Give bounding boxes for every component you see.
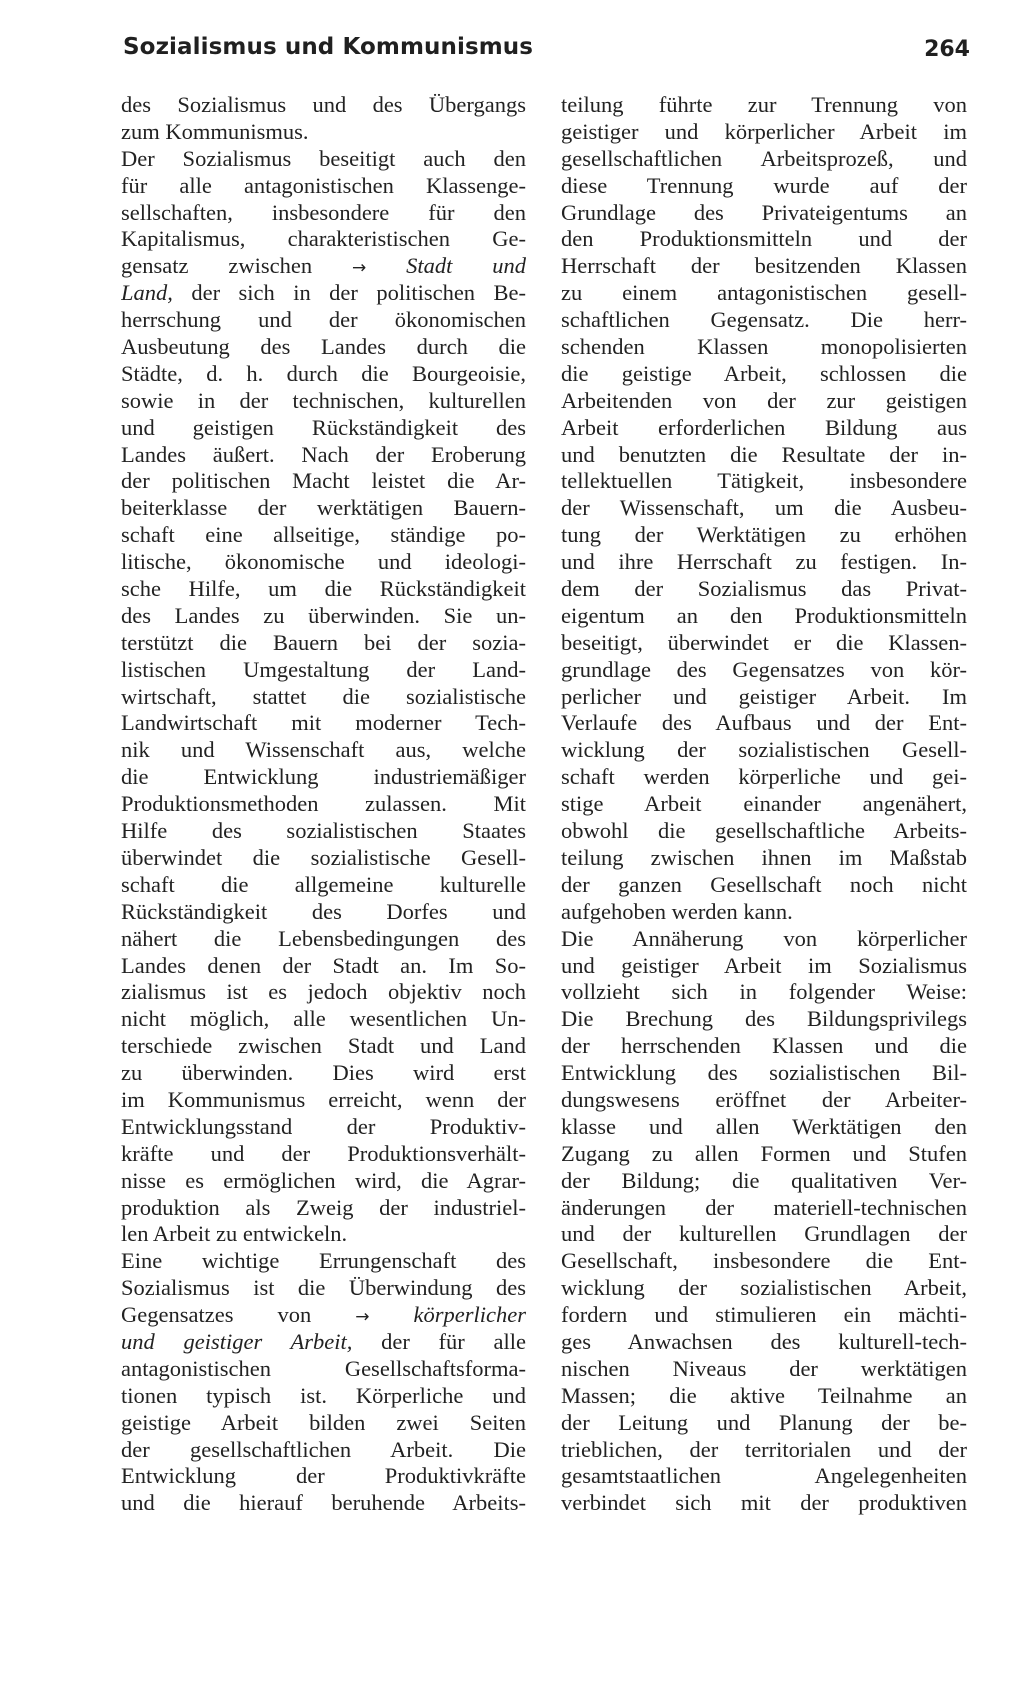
text-line: stige Arbeit einander angenähert,	[561, 791, 967, 817]
text-line: Der Sozialismus beseitigt auch den	[121, 145, 526, 171]
text-line: klasse und allen Werktätigen den	[561, 1113, 967, 1139]
text-line: Landes äußert. Nach der Eroberung	[121, 441, 526, 467]
text-line: eigentum an den Produktionsmitteln	[561, 602, 967, 628]
text-line: zialismus ist es jedoch objektiv noch	[121, 979, 526, 1005]
text-line: der herrschenden Klassen und die	[561, 1033, 967, 1059]
text-line: kräfte und der Produktionsverhält-	[121, 1140, 526, 1166]
text-line: der Bildung; die qualitativen Ver-	[561, 1167, 967, 1193]
text-line: antagonistischen Gesellschaftsforma-	[121, 1355, 526, 1381]
text-line: und ihre Herrschaft zu festigen. In-	[561, 549, 967, 575]
text-line: Eine wichtige Errungenschaft des	[121, 1248, 526, 1274]
text-line: tionen typisch ist. Körperliche und	[121, 1382, 526, 1408]
text-line: Zugang zu allen Formen und Stufen	[561, 1140, 967, 1166]
page-header	[123, 34, 970, 74]
text-line: sellschaften, insbesondere für den	[121, 199, 526, 225]
text-line: Arbeit erforderlichen Bildung aus	[561, 414, 967, 440]
text-line: nicht möglich, alle wesentlichen Un-	[121, 1006, 526, 1032]
text-column-right	[561, 92, 967, 1517]
text-line: wirtschaft, stattet die sozialistische	[121, 683, 526, 709]
text-line: herrschung und der ökonomischen	[121, 307, 526, 333]
text-line: Sozialismus ist die Überwindung des	[121, 1275, 526, 1301]
text-line: Hilfe des sozialistischen Staates	[121, 818, 526, 844]
text-line	[121, 1302, 526, 1329]
text-line: nisse es ermöglichen wird, die Agrar-	[121, 1167, 526, 1193]
text-line: Grundlage des Privateigentums an	[561, 199, 967, 225]
text-line: diese Trennung wurde auf der	[561, 172, 967, 198]
text-line: Produktionsmethoden zulassen. Mit	[121, 791, 526, 817]
text-line: und geistiger Arbeit im Sozialismus	[561, 952, 967, 978]
text-line: Arbeitenden von der zur geistigen	[561, 387, 967, 413]
text-line: änderungen der materiell-technischen	[561, 1194, 967, 1220]
text-line: Rückständigkeit des Dorfes und	[121, 898, 526, 924]
text-line: der Leitung und Planung der be-	[561, 1409, 967, 1435]
text-line: die Entwicklung industriemäßiger	[121, 764, 526, 790]
text-line: gesamtstaatlichen Angelegenheiten	[561, 1463, 967, 1489]
text-line: und geistigen Rückständigkeit des	[121, 414, 526, 440]
text-line: Gesellschaft, insbesondere die Ent-	[561, 1248, 967, 1274]
text-line: Entwicklungsstand der Produktiv-	[121, 1113, 526, 1139]
text-column-left	[121, 92, 526, 1517]
text-line: schaft die allgemeine kulturelle	[121, 871, 526, 897]
text-line: für alle antagonistischen Klassenge-	[121, 172, 526, 198]
text-line: perlicher und geistiger Arbeit. Im	[561, 683, 967, 709]
text-line: listischen Umgestaltung der Land-	[121, 656, 526, 682]
text-line: und benutzten die Resultate der in-	[561, 441, 967, 467]
cross-reference-arrow-icon: →	[355, 1307, 370, 1328]
text-line: den Produktionsmitteln und der	[561, 226, 967, 252]
text-line: Städte, d. h. durch die Bourgeoisie,	[121, 360, 526, 386]
text-line: sche Hilfe, um die Rückständigkeit	[121, 576, 526, 602]
text-line	[121, 253, 526, 280]
page-number: 264	[924, 37, 970, 62]
text-line: der ganzen Gesellschaft noch nicht	[561, 871, 967, 897]
text-line: terstützt die Bauern bei der sozia-	[121, 629, 526, 655]
text-line: tellektuellen Tätigkeit, insbesondere	[561, 468, 967, 494]
text-line: Verlaufe des Aufbaus und der Ent-	[561, 710, 967, 736]
text-run: gensatz zwischen	[121, 253, 352, 279]
text-line: obwohl die gesellschaftliche Arbeits-	[561, 818, 967, 844]
text-line: tung der Werktätigen zu erhöhen	[561, 522, 967, 548]
text-line: im Kommunismus erreicht, wenn der	[121, 1086, 526, 1112]
text-run: der sich in der politischen Be-	[172, 280, 526, 306]
text-line: litische, ökonomische und ideologi-	[121, 549, 526, 575]
text-line	[121, 1329, 526, 1356]
text-line: Kapitalismus, charakteristischen Ge-	[121, 226, 526, 252]
text-line: aufgehoben werden kann.	[561, 898, 793, 924]
text-line: Die Brechung des Bildungsprivilegs	[561, 1006, 967, 1032]
cross-reference-arrow-icon: →	[351, 258, 367, 279]
text-line: teilung zwischen ihnen im Maßstab	[561, 844, 967, 870]
text-line	[121, 280, 526, 307]
text-line: wicklung der sozialistischen Gesell-	[561, 737, 967, 763]
text-line: schaft eine allseitige, ständige po-	[121, 522, 526, 548]
cross-reference-term: körperlicher	[413, 1302, 526, 1328]
text-line: produktion als Zweig der industriel-	[121, 1194, 526, 1220]
text-line: schaft werden körperliche und gei-	[561, 764, 967, 790]
text-line: geistige Arbeit bilden zwei Seiten	[121, 1409, 526, 1435]
text-line: beiterklasse der werktätigen Bauern-	[121, 495, 526, 521]
text-run	[370, 1302, 414, 1327]
text-line: verbindet sich mit der produktiven	[561, 1490, 967, 1516]
text-run	[366, 253, 406, 278]
text-line: terschiede zwischen Stadt und Land	[121, 1033, 526, 1059]
text-line: der politischen Macht leistet die Ar-	[121, 468, 526, 494]
text-line: der gesellschaftlichen Arbeit. Die	[121, 1436, 526, 1462]
text-line: Landes denen der Stadt an. Im So-	[121, 952, 526, 978]
text-line: der Wissenschaft, um die Ausbeu-	[561, 495, 967, 521]
text-line: und der kulturellen Grundlagen der	[561, 1221, 967, 1247]
text-line: Herrschaft der besitzenden Klassen	[561, 253, 967, 279]
text-line: sowie in der technischen, kulturellen	[121, 387, 526, 413]
text-line: schenden Klassen monopolisierten	[561, 334, 967, 360]
text-line: überwindet die sozialistische Gesell-	[121, 844, 526, 870]
text-line: Massen; die aktive Teilnahme an	[561, 1382, 967, 1408]
text-line: des Sozialismus und des Übergangs	[121, 92, 526, 117]
text-line: Die Annäherung von körperlicher	[561, 925, 967, 951]
text-line: beseitigt, überwindet er die Klassen-	[561, 629, 967, 655]
text-line: wicklung der sozialistischen Arbeit,	[561, 1275, 967, 1301]
text-line: teilung führte zur Trennung von	[561, 92, 967, 117]
text-line: Entwicklung des sozialistischen Bil-	[561, 1060, 967, 1086]
running-title: Sozialismus und Kommunismus	[123, 34, 534, 60]
text-line: ges Anwachsen des kulturell-tech-	[561, 1328, 967, 1354]
text-line: vollzieht sich in folgender Weise:	[561, 979, 967, 1005]
text-line: gesellschaftlichen Arbeitsprozeß, und	[561, 145, 967, 171]
text-line: fordern und stimulieren ein mächti-	[561, 1302, 967, 1328]
text-line: und die hierauf beruhende Arbeits-	[121, 1490, 526, 1516]
text-line: nischen Niveaus der werktätigen	[561, 1355, 967, 1381]
text-line: len Arbeit zu entwickeln.	[121, 1221, 348, 1247]
text-line: grundlage des Gegensatzes von kör-	[561, 656, 967, 682]
text-line: schaftlichen Gegensatz. Die herr-	[561, 307, 967, 333]
text-run: der für alle	[352, 1328, 526, 1354]
text-line: zu überwinden. Dies wird erst	[121, 1060, 526, 1086]
text-line: Landwirtschaft mit moderner Tech-	[121, 710, 526, 736]
cross-reference-term: Stadt und	[406, 253, 526, 279]
text-line: dem der Sozialismus das Privat-	[561, 576, 967, 602]
text-line: zu einem antagonistischen gesell-	[561, 280, 967, 306]
text-line: geistiger und körperlicher Arbeit im	[561, 118, 967, 144]
cross-reference-term: Land,	[121, 280, 173, 306]
text-line: zum Kommunismus.	[121, 118, 309, 144]
text-line: dungswesens eröffnet der Arbeiter-	[561, 1086, 967, 1112]
text-line: die geistige Arbeit, schlossen die	[561, 360, 967, 386]
text-line: Ausbeutung des Landes durch die	[121, 334, 526, 360]
text-line: des Landes zu überwinden. Sie un-	[121, 602, 526, 628]
text-line: trieblichen, der territorialen und der	[561, 1436, 967, 1462]
text-line: nähert die Lebensbedingungen des	[121, 925, 526, 951]
cross-reference-term: und geistiger Arbeit,	[121, 1328, 353, 1354]
text-run: Gegensatzes von	[121, 1302, 356, 1328]
text-line: nik und Wissenschaft aus, welche	[121, 737, 526, 763]
text-line: Entwicklung der Produktivkräfte	[121, 1463, 526, 1489]
